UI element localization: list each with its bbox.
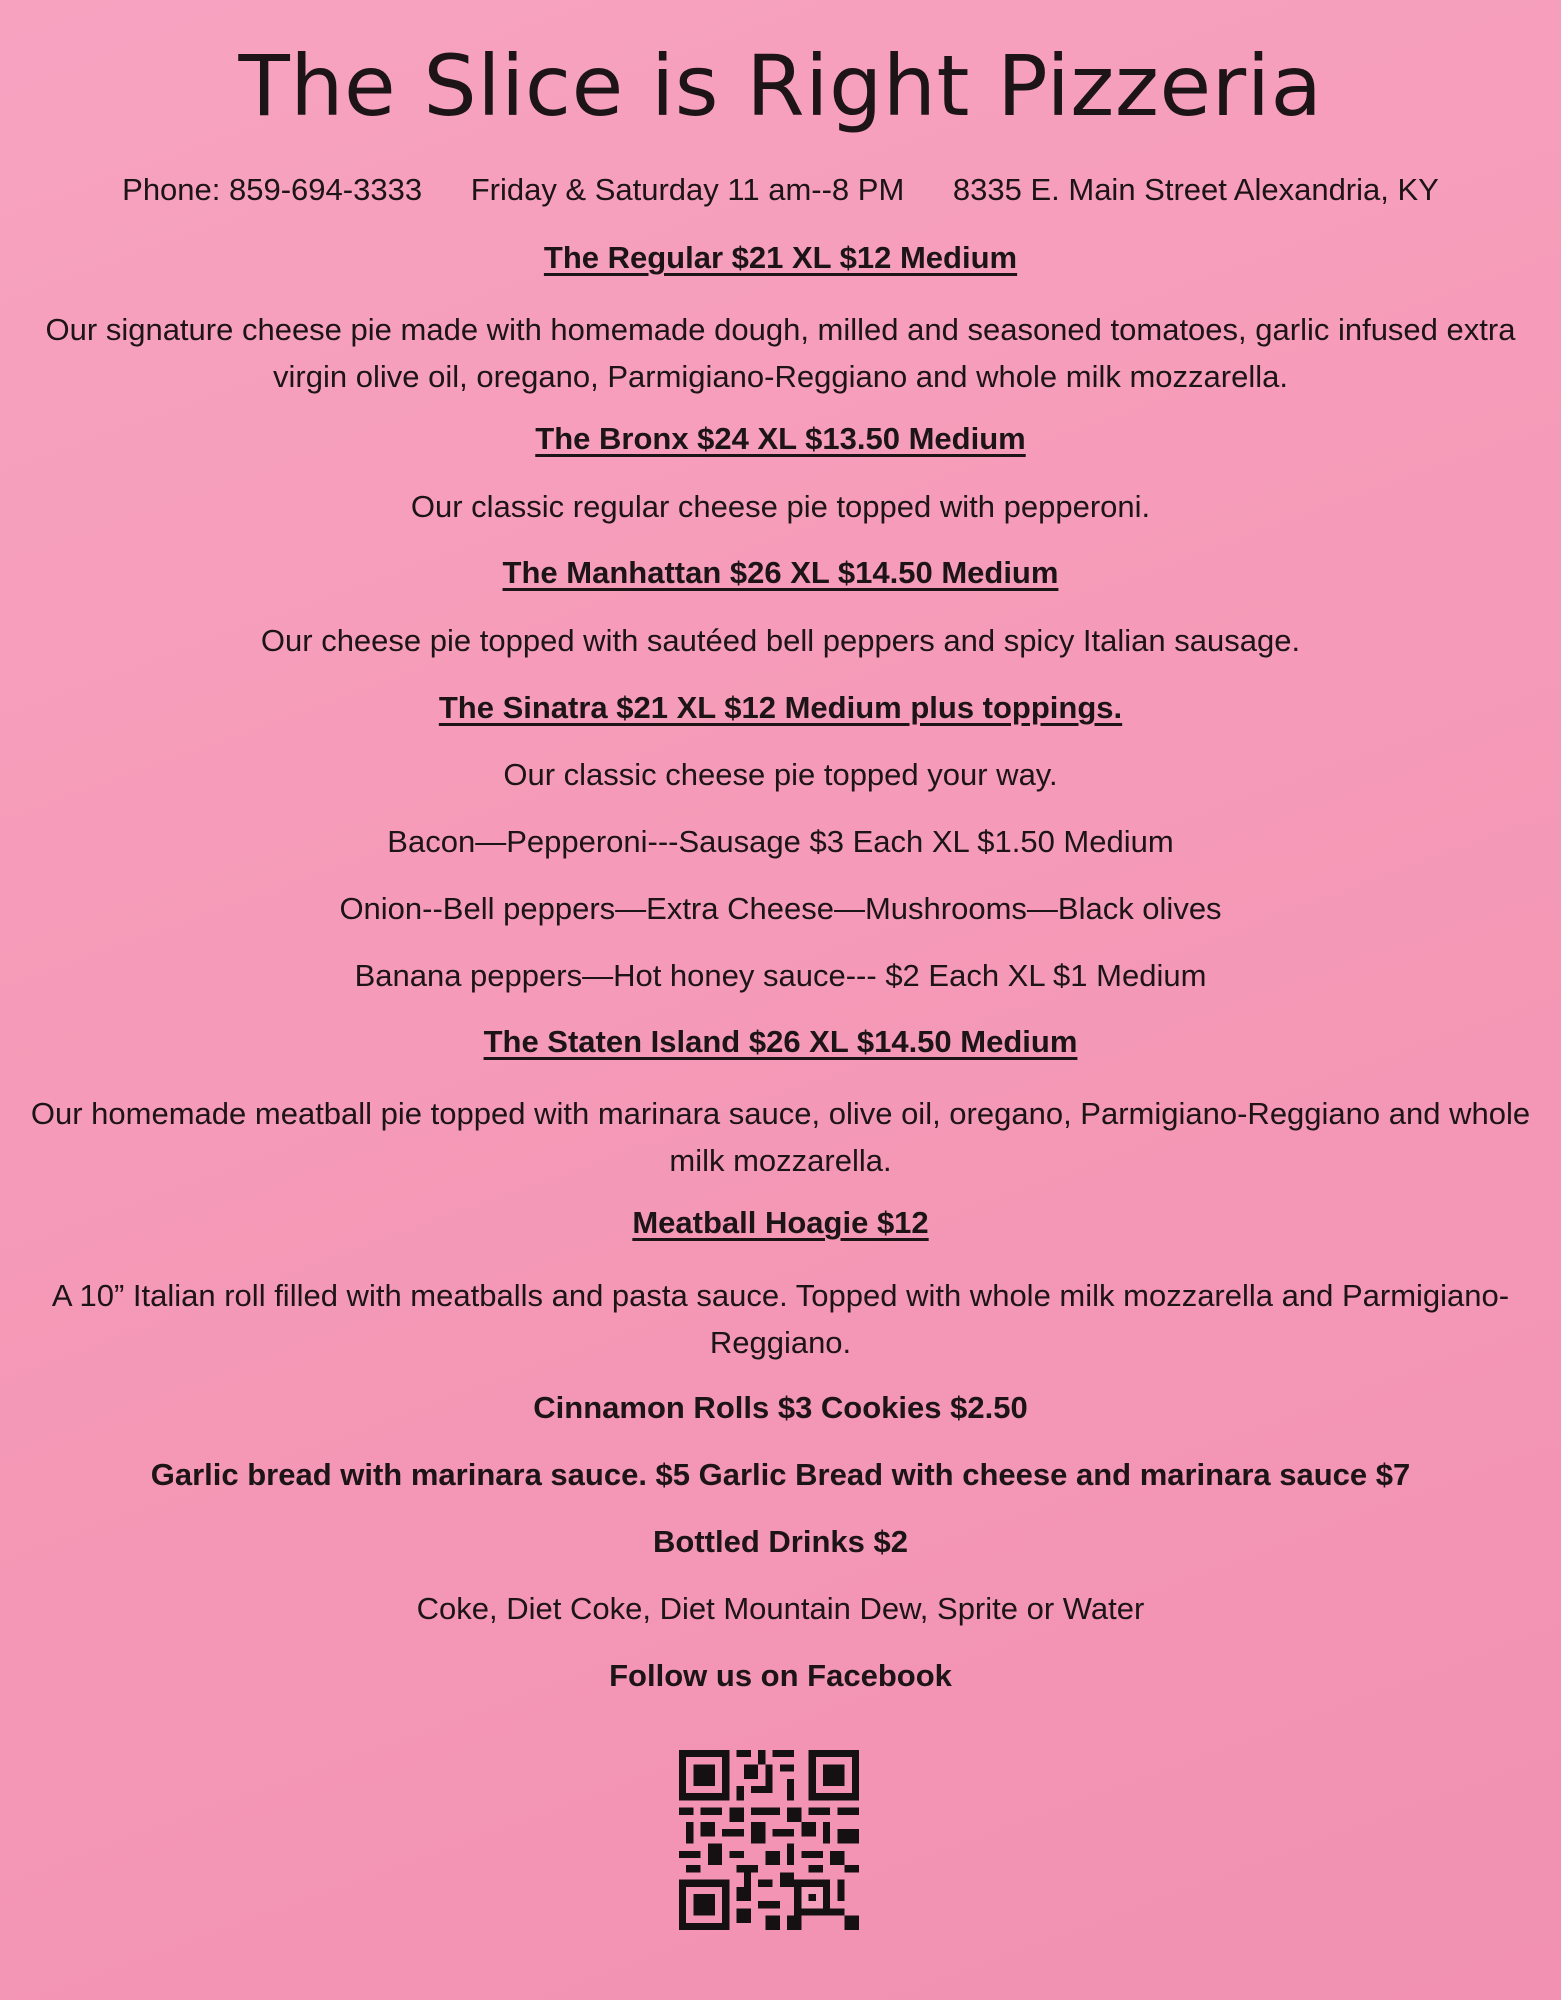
qr-code-icon — [679, 1750, 859, 1930]
page-title: The Slice is Right Pizzeria — [238, 37, 1323, 135]
drinks-list: Coke, Diet Coke, Diet Mountain Dew, Sprite or Water — [416, 1591, 1145, 1626]
garlic-bread-line: Garlic bread with marinara sauce. $5 Garlic Bread with cheese and marinara sauce $7 — [150, 1457, 1411, 1492]
item-description-bronx: Our classic regular cheese pie topped with pepperoni. — [410, 489, 1151, 524]
item-heading-regular: The Regular $21 XL $12 Medium — [543, 240, 1018, 275]
toppings-line-1: Bacon—Pepperoni---Sausage $3 Each XL $1.50 Medium — [387, 824, 1174, 859]
item-heading-hoagie: Meatball Hoagie $12 — [632, 1205, 929, 1240]
item-heading-bronx: The Bronx $24 XL $13.50 Medium — [535, 421, 1026, 456]
item-description-manhattan: Our cheese pie topped with sautéed bell peppers and spicy Italian sausage. — [260, 623, 1301, 658]
hours: Friday & Saturday 11 am--8 PM — [470, 172, 905, 207]
item-description-regular: Our signature cheese pie made with homemade dough, milled and seasoned tomatoes, garlic infused extra virgin olive oil, oregano, Parmigiano-Reggiano and whole milk mozzarella. — [45, 312, 1516, 394]
facebook-follow: Follow us on Facebook — [609, 1658, 952, 1693]
toppings-line-3: Banana peppers—Hot honey sauce--- $2 Each XL $1 Medium — [354, 958, 1207, 993]
toppings-line-2: Onion--Bell peppers—Extra Cheese—Mushrooms—Black olives — [339, 891, 1222, 926]
contact-info — [0, 172, 1561, 208]
item-heading-manhattan: The Manhattan $26 XL $14.50 Medium — [502, 555, 1059, 590]
item-description-staten-island: Our homemade meatball pie topped with marinara sauce, olive oil, oregano, Parmigiano-Reggiano and whole milk mozzarella. — [30, 1096, 1531, 1178]
desserts-line: Cinnamon Rolls $3 Cookies $2.50 — [533, 1390, 1028, 1425]
item-heading-staten-island: The Staten Island $26 XL $14.50 Medium — [483, 1024, 1078, 1059]
item-description-hoagie: A 10” Italian roll filled with meatballs and pasta sauce. Topped with whole milk mozzarella and Parmigiano-Reggiano. — [51, 1278, 1510, 1360]
address: 8335 E. Main Street Alexandria, KY — [952, 172, 1439, 207]
phone-number: Phone: 859-694-3333 — [122, 172, 423, 207]
item-description-sinatra: Our classic cheese pie topped your way. — [503, 757, 1058, 792]
item-heading-sinatra: The Sinatra $21 XL $12 Medium plus toppings. — [438, 690, 1123, 725]
drinks-heading: Bottled Drinks $2 — [653, 1524, 908, 1559]
